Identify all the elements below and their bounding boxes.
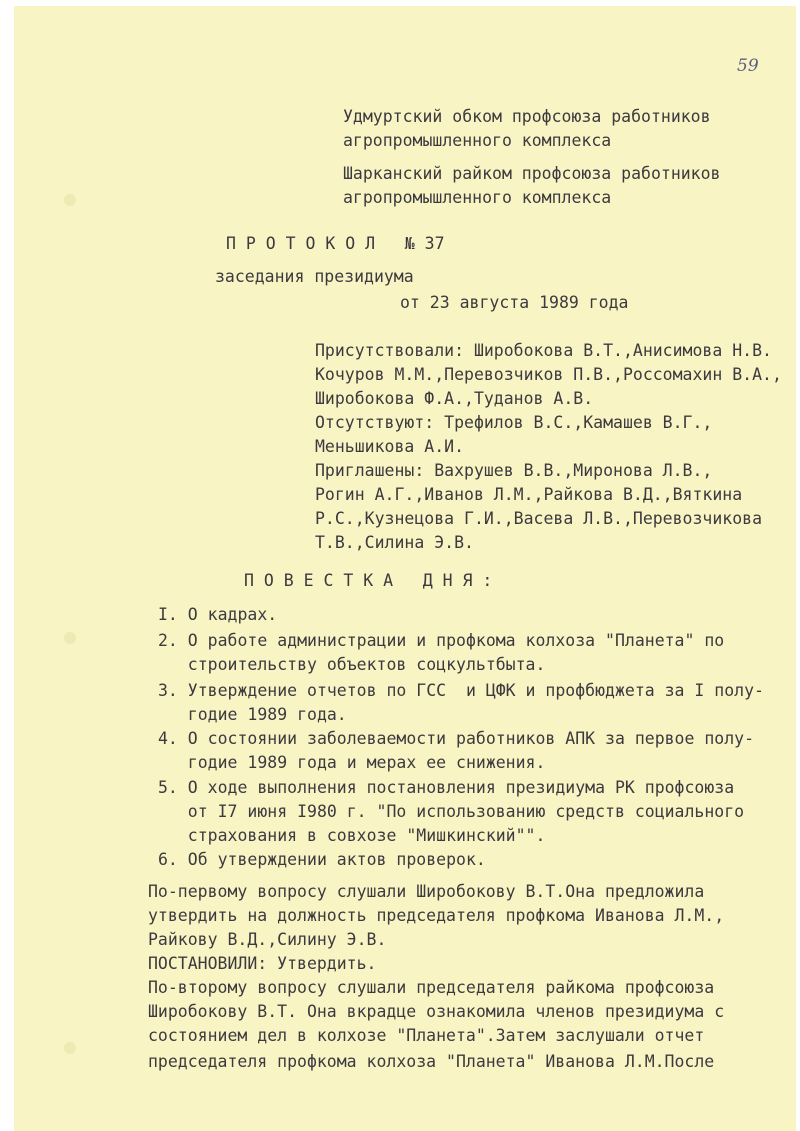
agenda-item: строительству объектов соцкультбыта. [158, 655, 546, 674]
body-line: Широбокову В.Т. Она вкрадце ознакомила членов президиума с [148, 1002, 725, 1021]
binder-hole-mark [64, 1042, 76, 1054]
agenda-item: 2. О работе администрации и профкома колхоза "Планета" по [158, 631, 725, 650]
header-line-2: агропромышленного комплекса [343, 131, 612, 150]
attendance-line: Широбокова Ф.А.,Туданов А.В. [315, 389, 594, 408]
body-line: По-второму вопросу слушали председателя райкома профсоюза [148, 978, 715, 997]
attendance-line: Присутствовали: Широбокова В.Т.,Анисимова Н.В. [315, 341, 772, 360]
attendance-line: Отсутствуют: Трефилов В.С.,Камашев В.Г., [315, 413, 713, 432]
agenda-item: страхования в совхозе "Мишкинский"". [158, 826, 546, 845]
body-line: утвердить на должность председателя профкома Иванова Л.М., [148, 906, 725, 925]
body-line: состоянием дел в колхозе "Планета".Затем заслушали отчет [148, 1026, 705, 1045]
body-line: ПОСТАНОВИЛИ: Утвердить. [148, 954, 377, 973]
agenda-item: 3. Утверждение отчетов по ГСС и ЦФК и профбюджета за I полу- [158, 681, 764, 700]
attendance-line: Кочуров М.М.,Перевозчиков П.В.,Россомахин В.А., [315, 365, 782, 384]
agenda-item: 6. Об утверждении актов проверок. [158, 850, 486, 869]
agenda-item: I. О кадрах. [158, 605, 278, 624]
protocol-date: от 23 августа 1989 года [400, 293, 629, 312]
binder-hole-mark [64, 194, 76, 206]
binder-hole-mark [64, 632, 76, 644]
header-line-3: Шарканский райком профсоюза работников [343, 164, 721, 183]
page-number: 59 [737, 56, 759, 76]
agenda-item: 5. О ходе выполнения постановления президиума РК профсоюза [158, 778, 735, 797]
attendance-line: Меньшикова А.И. [315, 437, 465, 456]
attendance-line: Т.В.,Силина Э.В. [315, 533, 474, 552]
attendance-line: Рогин А.Г.,Иванов Л.М.,Райкова В.Д.,Вяткина [315, 485, 743, 504]
agenda-item: годие 1989 года и мерах ее снижения. [158, 753, 546, 772]
header-line-1: Удмуртский обком профсоюза работников [343, 107, 711, 126]
protocol-subtitle: заседания президиума [215, 267, 414, 286]
body-line: председателя профкома колхоза "Планета" Иванова Л.М.После [148, 1052, 715, 1071]
agenda-item: годие 1989 года. [158, 705, 347, 724]
header-line-4: агропромышленного комплекса [343, 188, 612, 207]
attendance-line: Приглашены: Вахрушев В.В.,Миронова Л.В., [315, 461, 713, 480]
agenda-heading: П О В Е С Т К А Д Н Я : [244, 571, 493, 590]
body-line: По-первому вопросу слушали Широбокову В.Т.Она предложила [148, 882, 705, 901]
body-line: Райкову В.Д.,Силину Э.В. [148, 930, 387, 949]
protocol-title: П Р О Т О К О Л № 37 [226, 234, 445, 253]
agenda-item: от I7 июня I980 г. "По использованию средств социального [158, 802, 745, 821]
attendance-line: Р.С.,Кузнецова Г.И.,Васева Л.В.,Перевозчикова [315, 509, 763, 528]
agenda-item: 4. О состоянии заболеваемости работников АПК за первое полу- [158, 729, 755, 748]
